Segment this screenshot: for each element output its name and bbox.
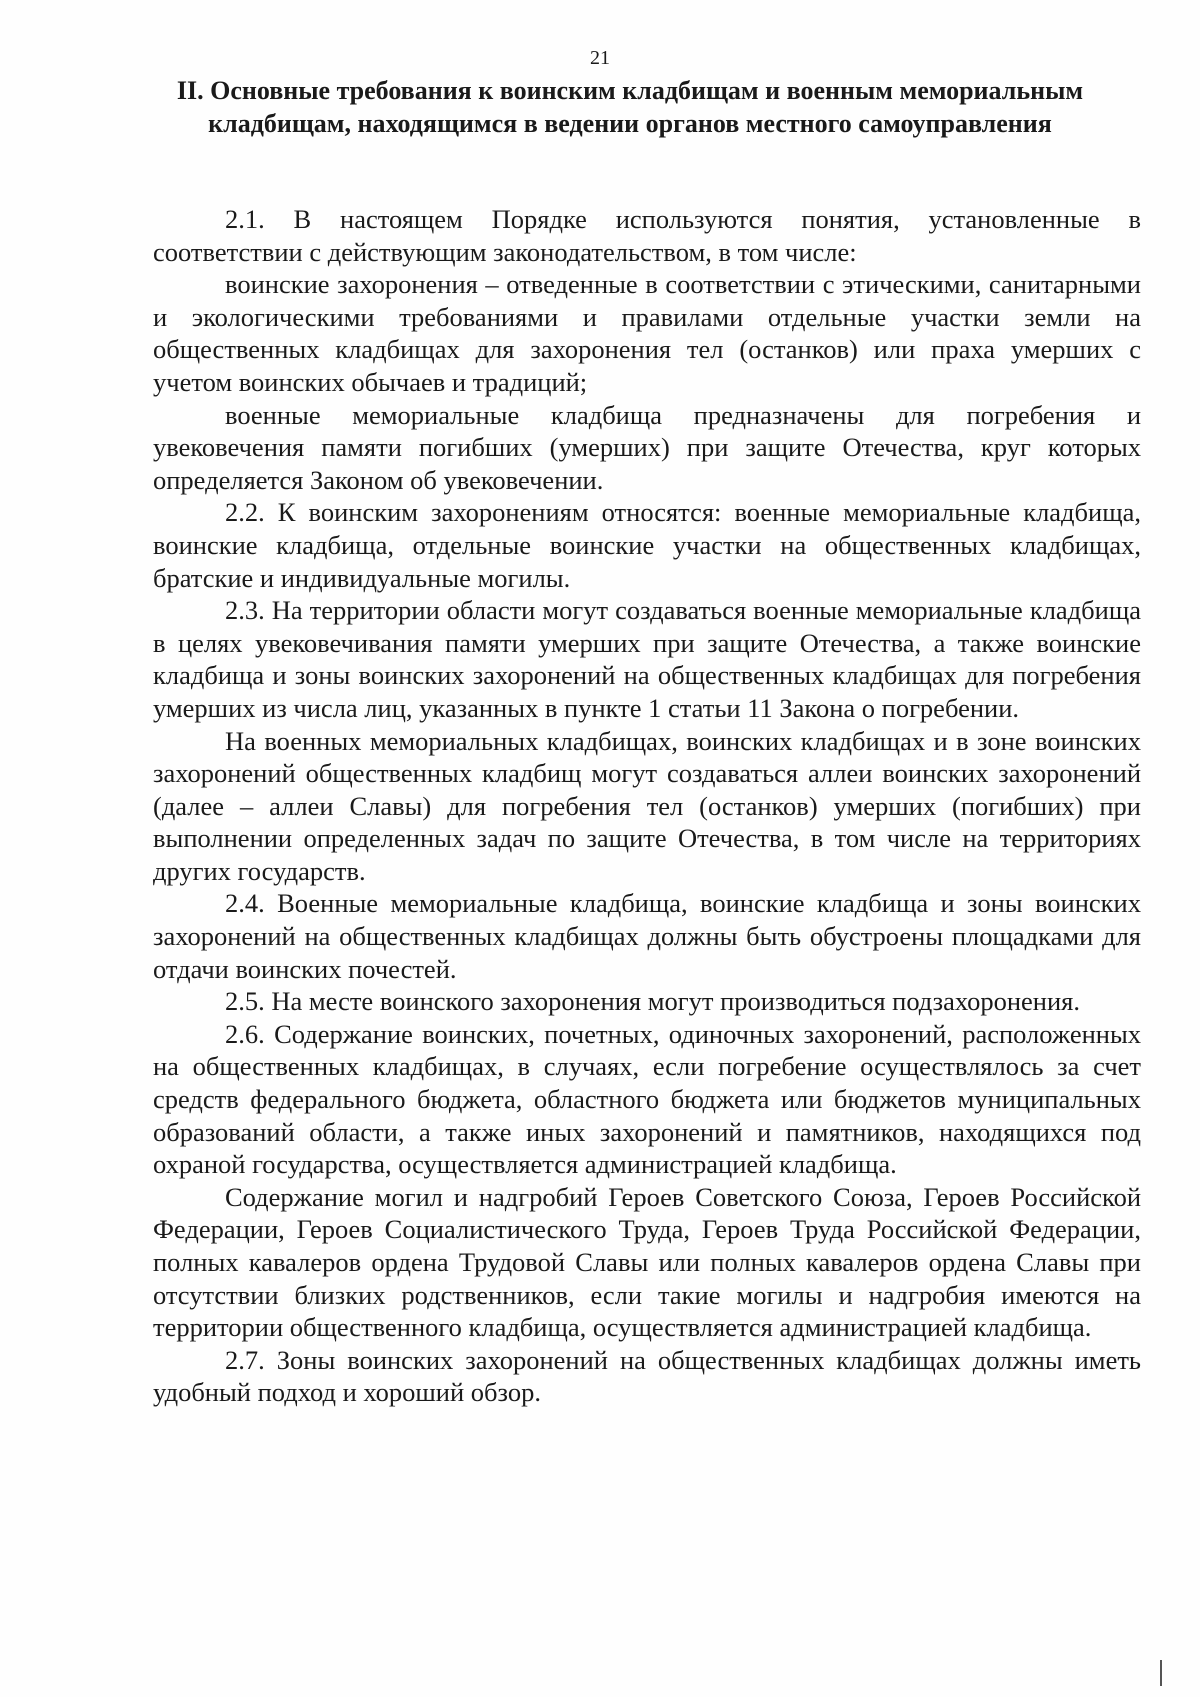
paragraph-definition-memorial-cemeteries: военные мемориальные кладбища предназначены для погребения и увековечения памяти погибших (умерших) при защите Отечества, круг которых определяется Законом об увековечении.	[153, 399, 1141, 495]
paragraph-2-7: 2.7. Зоны воинских захоронений на общественных кладбищах должны иметь удобный подход и хороший обзор.	[153, 1344, 1141, 1408]
paragraph-heroes-graves: Содержание могил и надгробий Героев Советского Союза, Героев Российской Федерации, Героев Социалистического Труда, Героев Труда Российской Федерации, полных кавалеров ордена Трудовой Славы или полных кавалеров ордена Славы при отсутствии близких родственников, если такие могилы и надгробия имеются на территории общественного кладбища, осуществляется администрацией кладбища.	[153, 1181, 1141, 1343]
paragraph-definition-military-burials: воинские захоронения – отведенные в соответствии с этическими, санитарными и экологическими требованиями и правилами отдельные участки земли на общественных кладбищах для захоронения тел (останков) или праха умерших с учетом воинских обычаев и традиций;	[153, 269, 1141, 397]
paragraph-2-4: 2.4. Военные мемориальные кладбища, воинские кладбища и зоны воинских захоронений на общественных кладбищах должны быть обустроены площадками для отдачи воинских почестей.	[153, 888, 1141, 984]
scan-edge-mark	[1160, 1660, 1162, 1686]
paragraph-2-2: 2.2. К воинским захоронениям относятся: военные мемориальные кладбища, воинские кладбища, отдельные воинские участки на общественных кладбищах, братские и индивидуальные могилы.	[153, 497, 1141, 593]
paragraph-alleys-of-glory: На военных мемориальных кладбищах, воинских кладбищах и в зоне воинских захоронений общественных кладбищ могут создаваться аллеи воинских захоронений (далее – аллеи Славы) для погребения тел (останков) умерших (погибших) при выполнении определенных задач по защите Отечества, в том числе на территориях других государств.	[153, 725, 1141, 886]
document-body	[153, 203, 1141, 1409]
paragraph-2-5: 2.5. На месте воинского захоронения могут производиться подзахоронения.	[225, 986, 1080, 1017]
paragraph-2-6: 2.6. Содержание воинских, почетных, одиночных захоронений, расположенных на общественных кладбищах, в случаях, если погребение осуществлялось за счет средств федерального бюджета, областного бюджета или бюджетов муниципальных образований области, а также иных захоронений и памятников, находящихся под охраной государства, осуществляется администрацией кладбища.	[153, 1018, 1141, 1180]
section-heading: II. Основные требования к воинским кладбищам и военным мемориальным кладбищам, находящимся в ведении органов местного самоуправления	[176, 76, 1084, 138]
paragraph-2-1: 2.1. В настоящем Порядке используются понятия, установленные в соответствии с действующим законодательством, в том числе:	[153, 204, 1141, 267]
page-number: 21	[590, 47, 610, 69]
paragraph-2-3: 2.3. На территории области могут создаваться военные мемориальные кладбища в целях увековечивания памяти умерших при защите Отечества, а также воинские кладбища и зоны воинских захоронений на общественных кладбищах для погребения умерших из числа лиц, указанных в пункте 1 статьи 11 Закона о погребении.	[153, 595, 1141, 723]
